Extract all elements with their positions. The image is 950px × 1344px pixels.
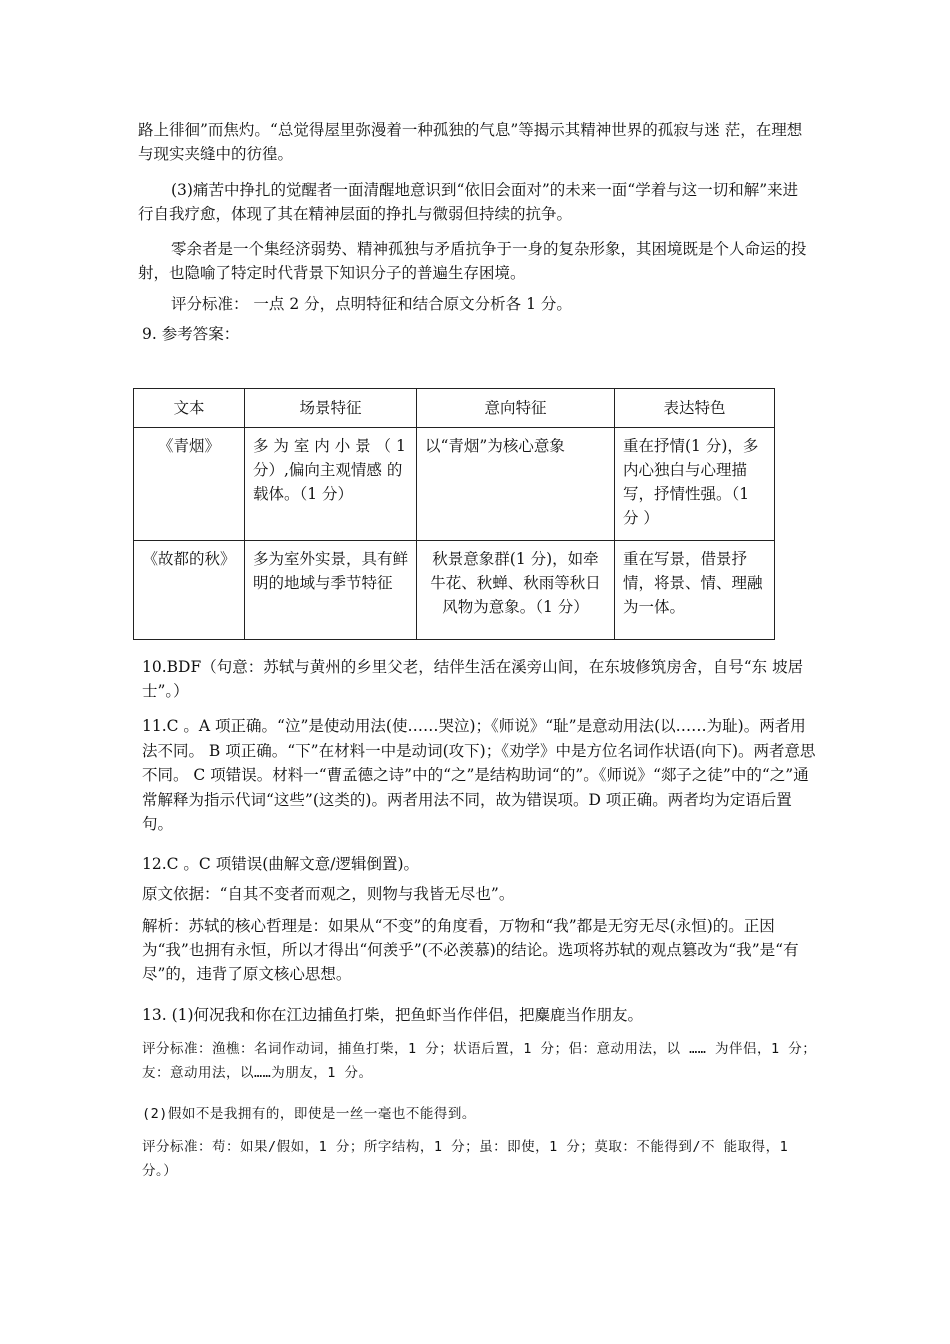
table-cell-imagery: 以“青烟”为核心意象 (417, 428, 615, 541)
table-header-row (134, 389, 775, 428)
table-cell-scene: 多为室外实景，具有鲜明的地域与季节特征 (245, 541, 417, 640)
question-12-source: 原文依据：“自其不变者而观之，则物与我皆无尽也”。 (142, 885, 515, 903)
table-cell-scene: 多 为 室 内 小 景 （ 1 分）,偏向主观情感 的载体。（1 分） (245, 428, 417, 541)
paragraph-summary: 零余者是一个集经济弱势、精神孤独与矛盾抗争于一身的复杂形象，其困境既是个人命运的投射，也隐喻了特定时代背景下知识分子的普遍生存困境。 (138, 240, 807, 282)
table-cell-text-title: 《青烟》 (134, 428, 245, 541)
table-cell-expression: 重在写景，借景抒情，将景、情、理融为一体。 (615, 541, 775, 640)
table-header-cell: 意向特征 (417, 389, 615, 428)
table-row (134, 428, 775, 541)
table-header-cell: 文本 (134, 389, 245, 428)
question-13-part-1: 13. (1)何况我和你在江边捕鱼打柴，把鱼虾当作伴侣，把麋鹿当作朋友。 (142, 1006, 644, 1024)
paragraph-scoring-standard: 评分标准： 一点 2 分，点明特征和结合原文分析各 1 分。 (171, 295, 572, 313)
table-cell-expression: 重在抒情(1 分)，多内心独白与心理描写，抒情性强。（1 分 ） (615, 428, 775, 541)
question-13-part-2: (2)假如不是我拥有的，即使是一丝一毫也不能得到。 (142, 1106, 476, 1122)
question-10-answer: 10.BDF（句意：苏轼与黄州的乡里父老，结伴生活在溪旁山间，在东坡修筑房舍，自号“东 坡居士”。） (142, 658, 804, 700)
table-cell-text-title: 《故都的秋》 (134, 541, 245, 640)
answer-table (133, 388, 775, 640)
question-12-analysis: 解析：苏轼的核心哲理是：如果从“不变”的角度看，万物和“我”都是无穷无尽(永恒)的。正因为“我”也拥有永恒，所以才得出“何羡乎”(不必羡慕)的结论。选项将苏轼的观点篡改为“我”是“有尽”的，违背了原文核心思想。 (142, 917, 799, 983)
question-12-answer: 12.C 。C 项错误(曲解文意/逻辑倒置)。 (142, 855, 420, 873)
paragraph-loneliness-analysis: 路上徘徊”而焦灼。“总觉得屋里弥漫着一种孤独的气息”等揭示其精神世界的孤寂与迷 茫，在理想与现实夹缝中的彷徨。 (138, 121, 803, 163)
question-11-answer: 11.C 。A 项正确。“泣”是使动用法(使……哭泣)；《师说》“耻”是意动用法(以……为耻)。两者用法不同。 B 项正确。“下”在材料一中是动词(攻下)；《劝学》中是方位名词作状语(向下)。两者意思不同。 C 项错误。材料一“曹孟德之诗”中的“之”是结构助词“的”。《师说》“郯子之徒”中的“之”通常解释为指示代词“这些”(这类的)。两者用法不同，故为错误项。D 项正确。两者均为定语后置句。 (142, 717, 816, 833)
question-9-heading: 9. 参考答案： (142, 325, 240, 343)
paragraph-point-3: (3)痛苦中挣扎的觉醒者一面清醒地意识到“依旧会面对”的未来一面“学着与这一切和解”来进行自我疗愈，体现了其在精神层面的挣扎与微弱但持续的抗争。 (138, 181, 799, 223)
question-13-scoring-2: 评分标准：苟：如果/假如，1 分；所字结构，1 分；虽：即使，1 分；莫取：不能得到/不 能取得，1 分。） (142, 1139, 789, 1179)
question-13-scoring-1: 评分标准：渔樵：名词作动词，捕鱼打柴，1 分；状语后置，1 分；侣：意动用法，以 …… 为伴侣，1 分；友：意动用法，以……为朋友，1 分。 (142, 1041, 817, 1081)
table-header-cell: 表达特色 (615, 389, 775, 428)
table-cell-imagery: 秋景意象群(1 分)，如牵牛花、秋蝉、秋雨等秋日风物为意象。（1 分） (417, 541, 615, 640)
table-row (134, 541, 775, 640)
table-header-cell: 场景特征 (245, 389, 417, 428)
